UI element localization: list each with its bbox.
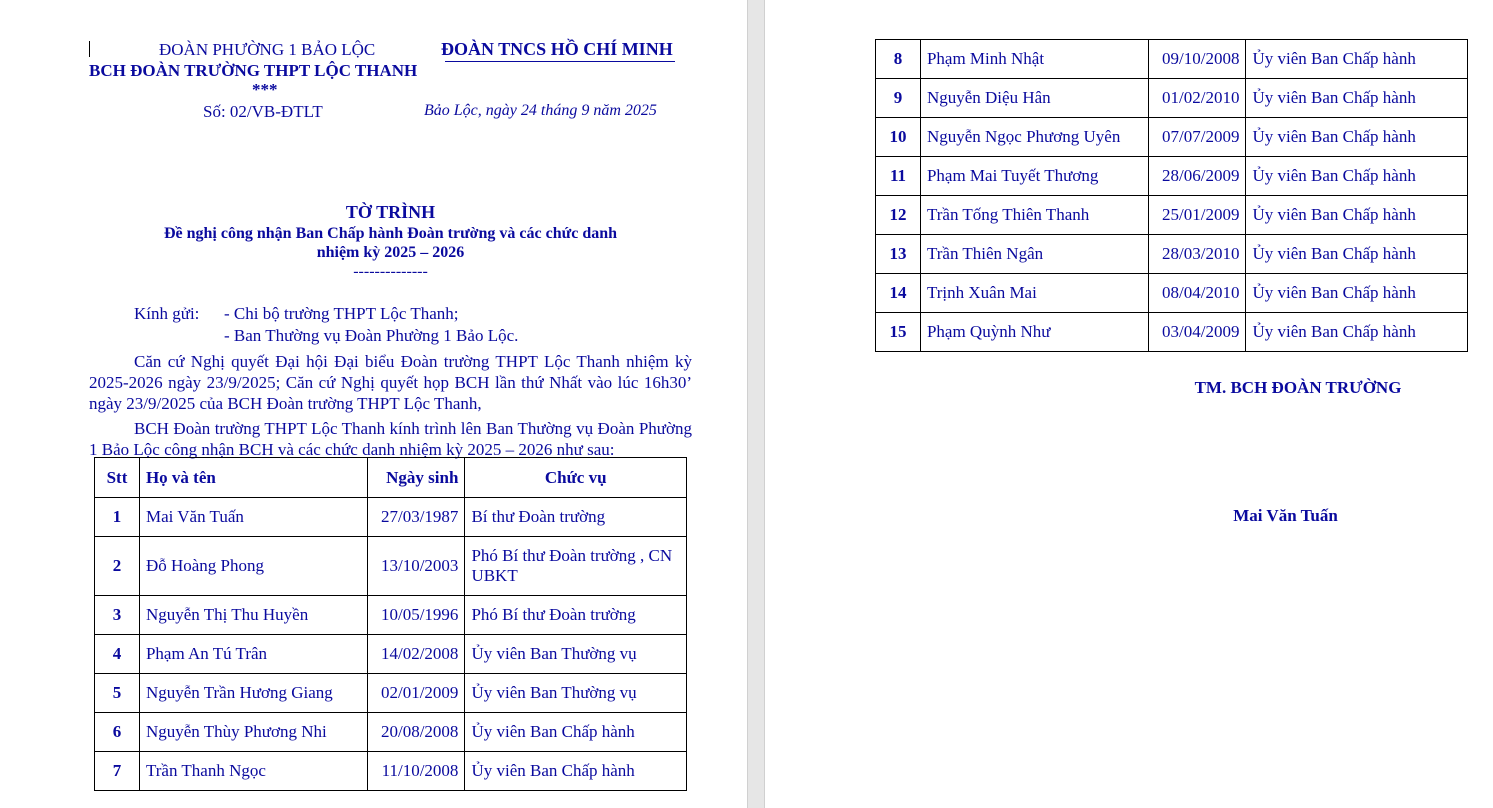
row-name: Trần Thanh Ngọc — [139, 752, 368, 791]
text-cursor — [89, 41, 90, 57]
members-table-part2 — [875, 39, 1468, 352]
row-dob: 01/02/2010 — [1149, 79, 1246, 118]
row-stt: 2 — [95, 537, 140, 596]
table-row — [876, 196, 1468, 235]
row-name: Phạm Quỳnh Như — [920, 313, 1149, 352]
row-role: Ủy viên Ban Chấp hành — [1246, 196, 1468, 235]
table-row — [876, 313, 1468, 352]
row-name: Trần Tống Thiên Thanh — [920, 196, 1149, 235]
table-row — [95, 674, 687, 713]
org-right-underline — [445, 61, 675, 62]
row-dob: 08/04/2010 — [1149, 274, 1246, 313]
row-dob: 14/02/2008 — [368, 635, 465, 674]
row-role: Ủy viên Ban Thường vụ — [465, 674, 687, 713]
table-row — [95, 635, 687, 674]
recipients-label: Kính gửi: — [134, 304, 200, 323]
row-role: Phó Bí thư Đoàn trường , CN UBKT — [465, 537, 687, 596]
row-stt: 3 — [95, 596, 140, 635]
table-row — [876, 235, 1468, 274]
row-role: Ủy viên Ban Chấp hành — [1246, 235, 1468, 274]
col-header-name: Họ và tên — [139, 458, 368, 498]
row-name: Phạm Minh Nhật — [920, 40, 1149, 79]
row-stt: 7 — [95, 752, 140, 791]
row-dob: 02/01/2009 — [368, 674, 465, 713]
row-name: Nguyễn Thị Thu Huyền — [139, 596, 368, 635]
row-dob: 10/05/1996 — [368, 596, 465, 635]
doc-subtitle-line1: Đề nghị công nhận Ban Chấp hành Đoàn trường và các chức danh — [163, 225, 618, 242]
recipient-2: - Ban Thường vụ Đoàn Phường 1 Bảo Lộc. — [224, 326, 519, 345]
body-paragraph-2 — [89, 418, 692, 460]
table-row — [95, 498, 687, 537]
row-role: Ủy viên Ban Chấp hành — [1246, 313, 1468, 352]
row-stt: 11 — [876, 157, 921, 196]
row-stt: 5 — [95, 674, 140, 713]
row-role: Ủy viên Ban Thường vụ — [465, 635, 687, 674]
org-left-bottom: BCH ĐOÀN TRƯỜNG THPT LỘC THANH — [89, 61, 418, 80]
signature-title: TM. BCH ĐOÀN TRƯỜNG — [1194, 378, 1402, 397]
document-page-2 — [765, 0, 1493, 808]
row-name: Nguyễn Diệu Hân — [920, 79, 1149, 118]
doc-number: Số: 02/VB-ĐTLT — [203, 102, 323, 121]
org-right: ĐOÀN TNCS HỒ CHÍ MINH — [441, 39, 673, 59]
row-stt: 1 — [95, 498, 140, 537]
table-row — [95, 713, 687, 752]
row-stt: 13 — [876, 235, 921, 274]
table-row — [876, 118, 1468, 157]
header-stars: *** — [252, 80, 278, 99]
row-role: Ủy viên Ban Chấp hành — [1246, 40, 1468, 79]
row-stt: 4 — [95, 635, 140, 674]
row-dob: 20/08/2008 — [368, 713, 465, 752]
page-gutter — [747, 0, 765, 808]
members-table-part1 — [94, 457, 687, 791]
row-role: Ủy viên Ban Chấp hành — [465, 713, 687, 752]
table-row — [876, 79, 1468, 118]
recipient-1: - Chi bộ trường THPT Lộc Thanh; — [224, 304, 459, 323]
org-left-top: ĐOÀN PHƯỜNG 1 BẢO LỘC — [159, 40, 376, 59]
row-name: Phạm An Tú Trân — [139, 635, 368, 674]
row-stt: 10 — [876, 118, 921, 157]
doc-title: TỜ TRÌNH — [345, 202, 436, 222]
title-separator: -------------- — [353, 263, 428, 280]
row-name: Trần Thiên Ngân — [920, 235, 1149, 274]
table-row — [876, 157, 1468, 196]
row-role: Phó Bí thư Đoàn trường — [465, 596, 687, 635]
row-stt: 14 — [876, 274, 921, 313]
table-row — [876, 40, 1468, 79]
row-role: Ủy viên Ban Chấp hành — [1246, 157, 1468, 196]
place-date: Bảo Lộc, ngày 24 tháng 9 năm 2025 — [424, 102, 657, 119]
row-name: Mai Văn Tuấn — [139, 498, 368, 537]
col-header-role: Chức vụ — [465, 458, 687, 498]
row-name: Nguyễn Thùy Phương Nhi — [139, 713, 368, 752]
doc-subtitle-line2: nhiệm kỳ 2025 – 2026 — [316, 244, 465, 261]
row-stt: 6 — [95, 713, 140, 752]
body-paragraph-2-text: BCH Đoàn trường THPT Lộc Thanh kính trình lên Ban Thường vụ Đoàn Phường 1 Bảo Lộc công nhận BCH và các chức danh nhiệm kỳ 2025 – 2026 như sau: — [89, 419, 692, 459]
table-row — [95, 537, 687, 596]
table-row — [95, 752, 687, 791]
row-role: Ủy viên Ban Chấp hành — [1246, 79, 1468, 118]
row-stt: 9 — [876, 79, 921, 118]
row-name: Phạm Mai Tuyết Thương — [920, 157, 1149, 196]
table-row — [95, 596, 687, 635]
body-paragraph-1 — [89, 351, 692, 414]
row-role: Ủy viên Ban Chấp hành — [465, 752, 687, 791]
row-name: Trịnh Xuân Mai — [920, 274, 1149, 313]
row-name: Đỗ Hoàng Phong — [139, 537, 368, 596]
row-dob: 07/07/2009 — [1149, 118, 1246, 157]
body-paragraph-1-text: Căn cứ Nghị quyết Đại hội Đại biểu Đoàn trường THPT Lộc Thanh nhiệm kỳ 2025-2026 ngày 23/9/2025; Căn cứ Nghị quyết họp BCH lần thứ Nhất vào lúc 16h30’ ngày 23/9/2025 của BCH Đoàn trường THPT Lộc Thanh, — [89, 352, 692, 413]
row-stt: 15 — [876, 313, 921, 352]
col-header-stt: Stt — [95, 458, 140, 498]
row-dob: 09/10/2008 — [1149, 40, 1246, 79]
row-stt: 12 — [876, 196, 921, 235]
row-role: Ủy viên Ban Chấp hành — [1246, 118, 1468, 157]
col-header-dob: Ngày sinh — [368, 458, 465, 498]
row-name: Nguyễn Trần Hương Giang — [139, 674, 368, 713]
signature-name: Mai Văn Tuấn — [1233, 506, 1338, 525]
row-dob: 13/10/2003 — [368, 537, 465, 596]
row-stt: 8 — [876, 40, 921, 79]
row-role: Bí thư Đoàn trường — [465, 498, 687, 537]
row-role: Ủy viên Ban Chấp hành — [1246, 274, 1468, 313]
row-dob: 03/04/2009 — [1149, 313, 1246, 352]
row-dob: 25/01/2009 — [1149, 196, 1246, 235]
row-dob: 11/10/2008 — [368, 752, 465, 791]
table-row — [876, 274, 1468, 313]
row-dob: 28/03/2010 — [1149, 235, 1246, 274]
table-header-row — [95, 458, 687, 498]
row-dob: 27/03/1987 — [368, 498, 465, 537]
row-name: Nguyễn Ngọc Phương Uyên — [920, 118, 1149, 157]
row-dob: 28/06/2009 — [1149, 157, 1246, 196]
